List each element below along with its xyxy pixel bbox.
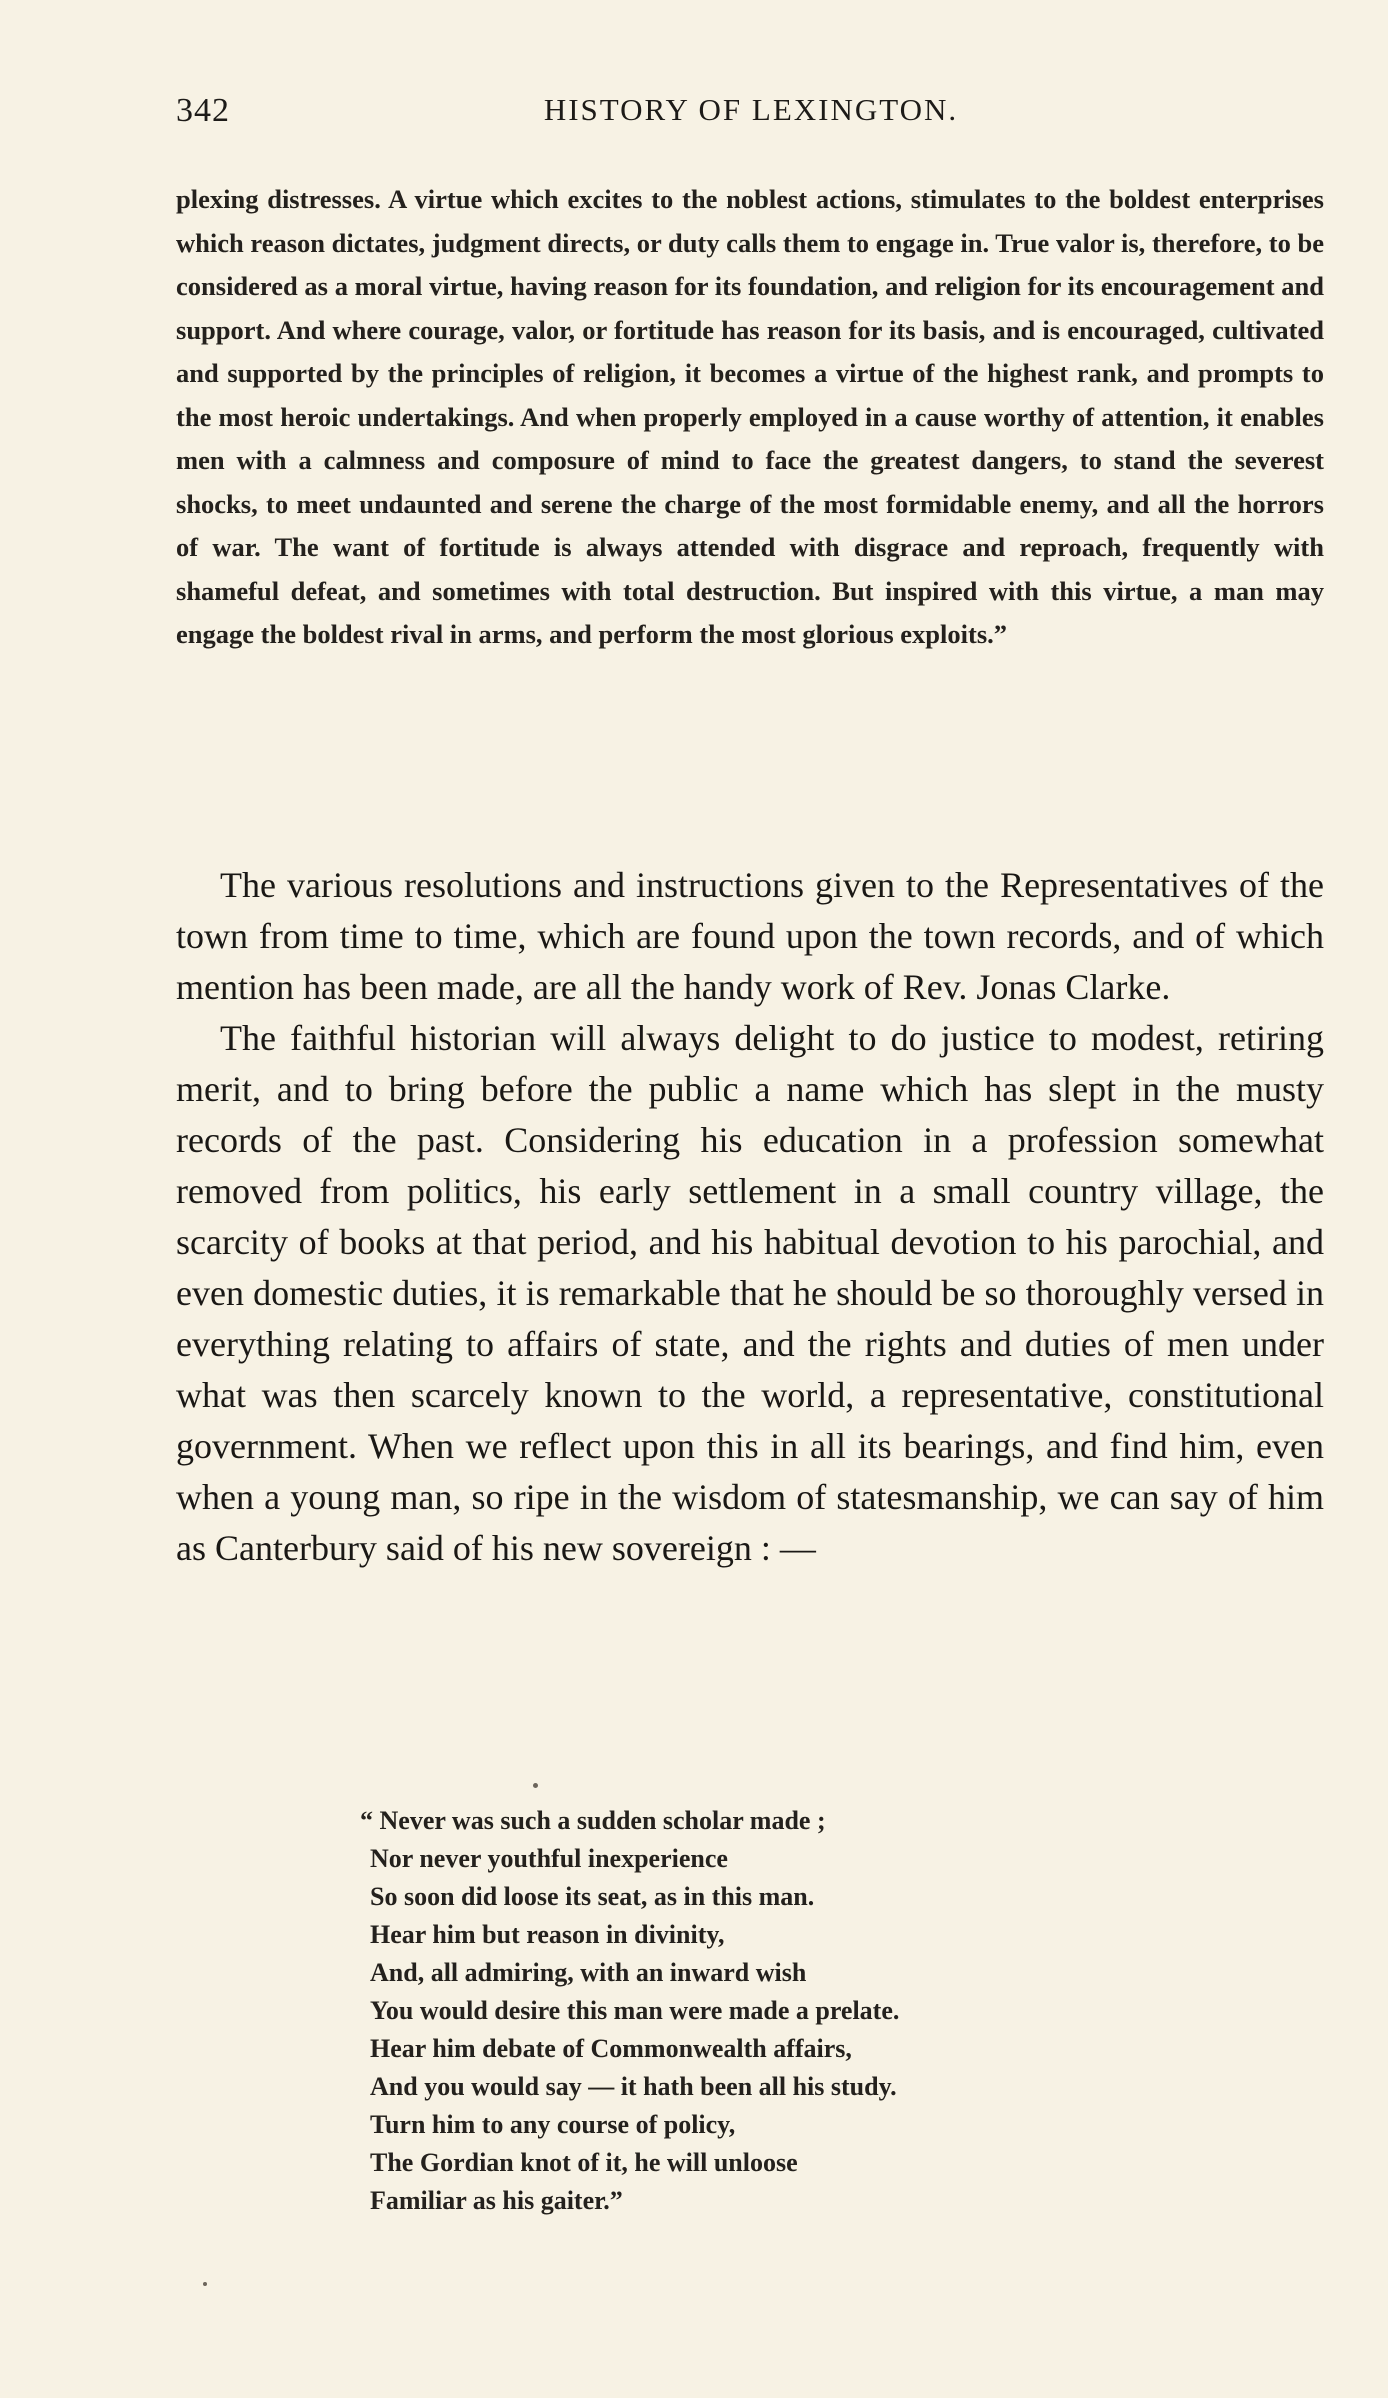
verse-line: And you would say — it hath been all his study.	[370, 2072, 897, 2101]
verse-line: Turn him to any course of policy,	[370, 2110, 736, 2139]
verse-line: “ Never was such a sudden scholar made ;	[360, 1806, 826, 1835]
verse-line: The Gordian knot of it, he will unloose	[370, 2148, 798, 2177]
quoted-passage	[176, 178, 1324, 657]
body-paragraph: The various resolutions and instructions given to the Representatives of the town from time to time, which are found upon the town records, and of which mention has been made, are all the handy work of Rev. Jonas Clarke.	[176, 865, 1324, 1007]
print-speck	[203, 2282, 207, 2286]
body-text	[176, 860, 1324, 1574]
verse-line: Hear him debate of Commonwealth affairs,	[370, 2034, 852, 2063]
verse-quotation	[360, 1802, 1170, 2220]
page-header	[176, 92, 1326, 132]
running-title: HISTORY OF LEXINGTON.	[543, 92, 959, 127]
page-number: 342	[176, 92, 230, 129]
verse-line: Familiar as his gaiter.”	[370, 2186, 623, 2215]
print-speck	[533, 1783, 538, 1788]
verse-line: Nor never youthful inexperience	[370, 1844, 728, 1873]
verse-line: You would desire this man were made a prelate.	[370, 1996, 900, 2025]
verse-line: Hear him but reason in divinity,	[370, 1920, 725, 1949]
body-paragraph: The faithful historian will always delight to do justice to modest, retiring merit, and to bring before the public a name which has slept in the musty records of the past. Considering his education in a profession somewhat removed from politics, his early settlement in a small country village, the scarcity of books at that period, and his habitual devotion to his parochial, and even domestic duties, it is remarkable that he should be so thoroughly versed in everything relating to affairs of state, and the rights and duties of men under what was then scarcely known to the world, a representative, constitutional government. When we reflect upon this in all its bearings, and find him, even when a young man, so ripe in the wisdom of statesmanship, we can say of him as Canterbury said of his new sovereign : —	[176, 1018, 1324, 1568]
quote-paragraph: plexing distresses. A virtue which excites to the noblest actions, stimulates to the boldest enterprises which reason dictates, judgment directs, or duty calls them to engage in. True valor is, therefore, to be considered as a moral virtue, having reason for its foundation, and religion for its encouragement and support. And where courage, valor, or fortitude has reason for its basis, and is encouraged, cultivated and supported by the principles of religion, it becomes a virtue of the highest rank, and prompts to the most heroic undertakings. And when properly employed in a cause worthy of attention, it enables men with a calmness and composure of mind to face the greatest dangers, to stand the severest shocks, to meet undaunted and serene the charge of the most formidable enemy, and all the horrors of war. The want of fortitude is always attended with disgrace and reproach, frequently with shameful defeat, and sometimes with total destruction. But inspired with this virtue, a man may engage the boldest rival in arms, and perform the most glorious exploits.”	[176, 184, 1324, 649]
verse-line: So soon did loose its seat, as in this man.	[370, 1882, 815, 1911]
verse-line: And, all admiring, with an inward wish	[370, 1958, 807, 1987]
